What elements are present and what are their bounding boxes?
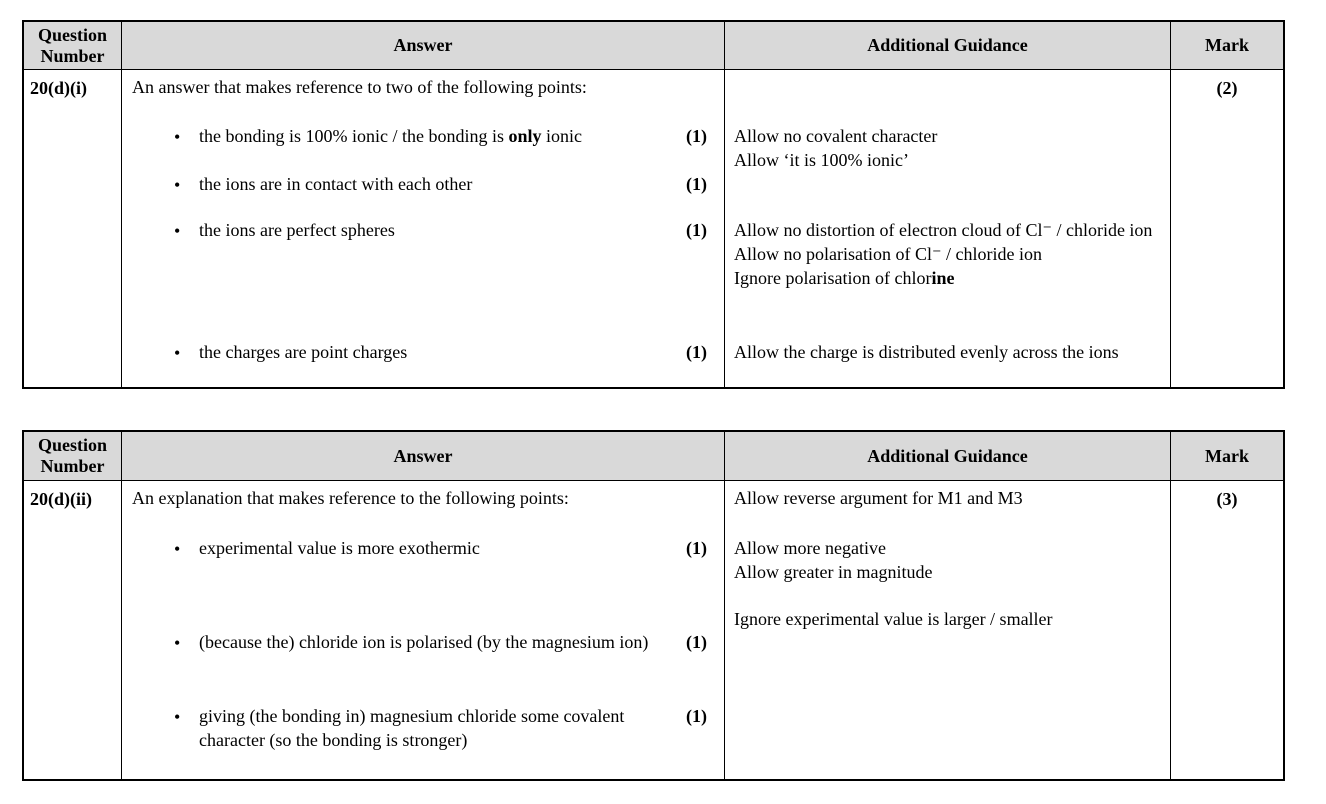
point-text: the charges are point charges: [199, 342, 408, 363]
point-text: the ions are in contact with each other: [199, 174, 473, 195]
header-answer: Answer: [122, 22, 725, 70]
point-mark: (1): [686, 631, 707, 652]
point-mark: (1): [686, 126, 707, 147]
guidance-line: Allow no polarisation of Cl⁻ / chloride ion: [734, 244, 1042, 265]
point-mark: (1): [686, 342, 707, 363]
guidance-point-3: [734, 219, 1162, 341]
guidance-cell: [725, 481, 1171, 779]
guidance-point-1: [734, 537, 1162, 632]
guidance-text-bold-segment: ine: [931, 267, 955, 288]
point-mark: (1): [686, 174, 707, 195]
guidance-intro: [734, 487, 1162, 537]
bullet-icon: •: [174, 127, 181, 148]
mark-cell: (2): [1216, 78, 1238, 99]
guidance-cell: [725, 70, 1171, 387]
header-question-number: Question Number: [24, 22, 122, 70]
mark-cell: (3): [1216, 488, 1238, 509]
point-mark: (1): [686, 537, 707, 558]
mark-scheme-table-20dii: [22, 430, 1285, 780]
guidance-point-4: [734, 341, 1162, 365]
guidance-line: Allow greater in magnitude: [734, 561, 933, 582]
point-text: [199, 125, 686, 149]
header-additional-guidance: Additional Guidance: [725, 432, 1171, 480]
bullet-icon: •: [174, 175, 181, 196]
question-number-cell: 20(d)(ii): [24, 481, 122, 779]
point-text: the ions are perfect spheres: [199, 220, 395, 241]
guidance-line: [734, 267, 1162, 291]
point-text: (because the) chloride ion is polarised (by the magnesium ion): [199, 631, 649, 652]
answer-point: [132, 125, 724, 173]
question-number-cell: 20(d)(i): [24, 70, 122, 387]
answer-point: [132, 219, 724, 341]
point-text: experimental value is more exothermic: [199, 537, 480, 558]
guidance-spacer: [734, 76, 1162, 125]
guidance-line: Allow more negative: [734, 537, 886, 558]
header-additional-guidance: Additional Guidance: [725, 22, 1171, 70]
point-text-segment: ionic: [541, 126, 582, 147]
point-text: [199, 705, 686, 753]
point-mark: (1): [686, 705, 707, 726]
mark-scheme-table-20di: [22, 20, 1285, 389]
header-answer: Answer: [122, 432, 725, 480]
answer-point: [132, 173, 724, 219]
point-text-segment: giving (the bonding in) magnesium chloride some covalent character (so the bonding is stronger): [199, 705, 625, 750]
answer-intro: An explanation that makes reference to the following points:: [132, 487, 569, 508]
answer-cell: [122, 70, 725, 387]
answer-point: [132, 705, 724, 775]
header-mark: Mark: [1171, 432, 1283, 480]
answer-intro: An answer that makes reference to two of the following points:: [132, 77, 587, 98]
bullet-icon: •: [174, 343, 181, 364]
answer-cell: [122, 481, 725, 779]
guidance-spacer: [734, 173, 1162, 219]
answer-point: [132, 341, 724, 383]
point-text-bold-segment: only: [508, 126, 542, 147]
guidance-text-segment: Ignore polarisation of chlor: [734, 267, 932, 288]
guidance-spacer: [734, 584, 1162, 608]
guidance-line: Ignore experimental value is larger / smaller: [734, 609, 1053, 630]
table-gap: [22, 389, 1326, 430]
bullet-icon: •: [174, 538, 181, 559]
point-text-segment: the bonding is 100% ionic / the bonding is: [199, 126, 509, 147]
point-mark: (1): [686, 220, 707, 241]
guidance-line: Allow the charge is distributed evenly across the ions: [734, 342, 1119, 363]
answer-point: [132, 537, 724, 631]
answer-point: [132, 631, 724, 705]
header-question-number: Question Number: [24, 432, 122, 480]
guidance-line: Allow no distortion of electron cloud of Cl⁻ / chloride ion: [734, 220, 1153, 241]
header-mark: Mark: [1171, 22, 1283, 70]
bullet-icon: •: [174, 706, 181, 727]
guidance-line: Allow ‘it is 100% ionic’: [734, 150, 909, 171]
bullet-icon: •: [174, 632, 181, 653]
bullet-icon: •: [174, 221, 181, 242]
guidance-line: Allow reverse argument for M1 and M3: [734, 487, 1023, 508]
guidance-line: Allow no covalent character: [734, 126, 938, 147]
guidance-point-1: [734, 125, 1162, 173]
